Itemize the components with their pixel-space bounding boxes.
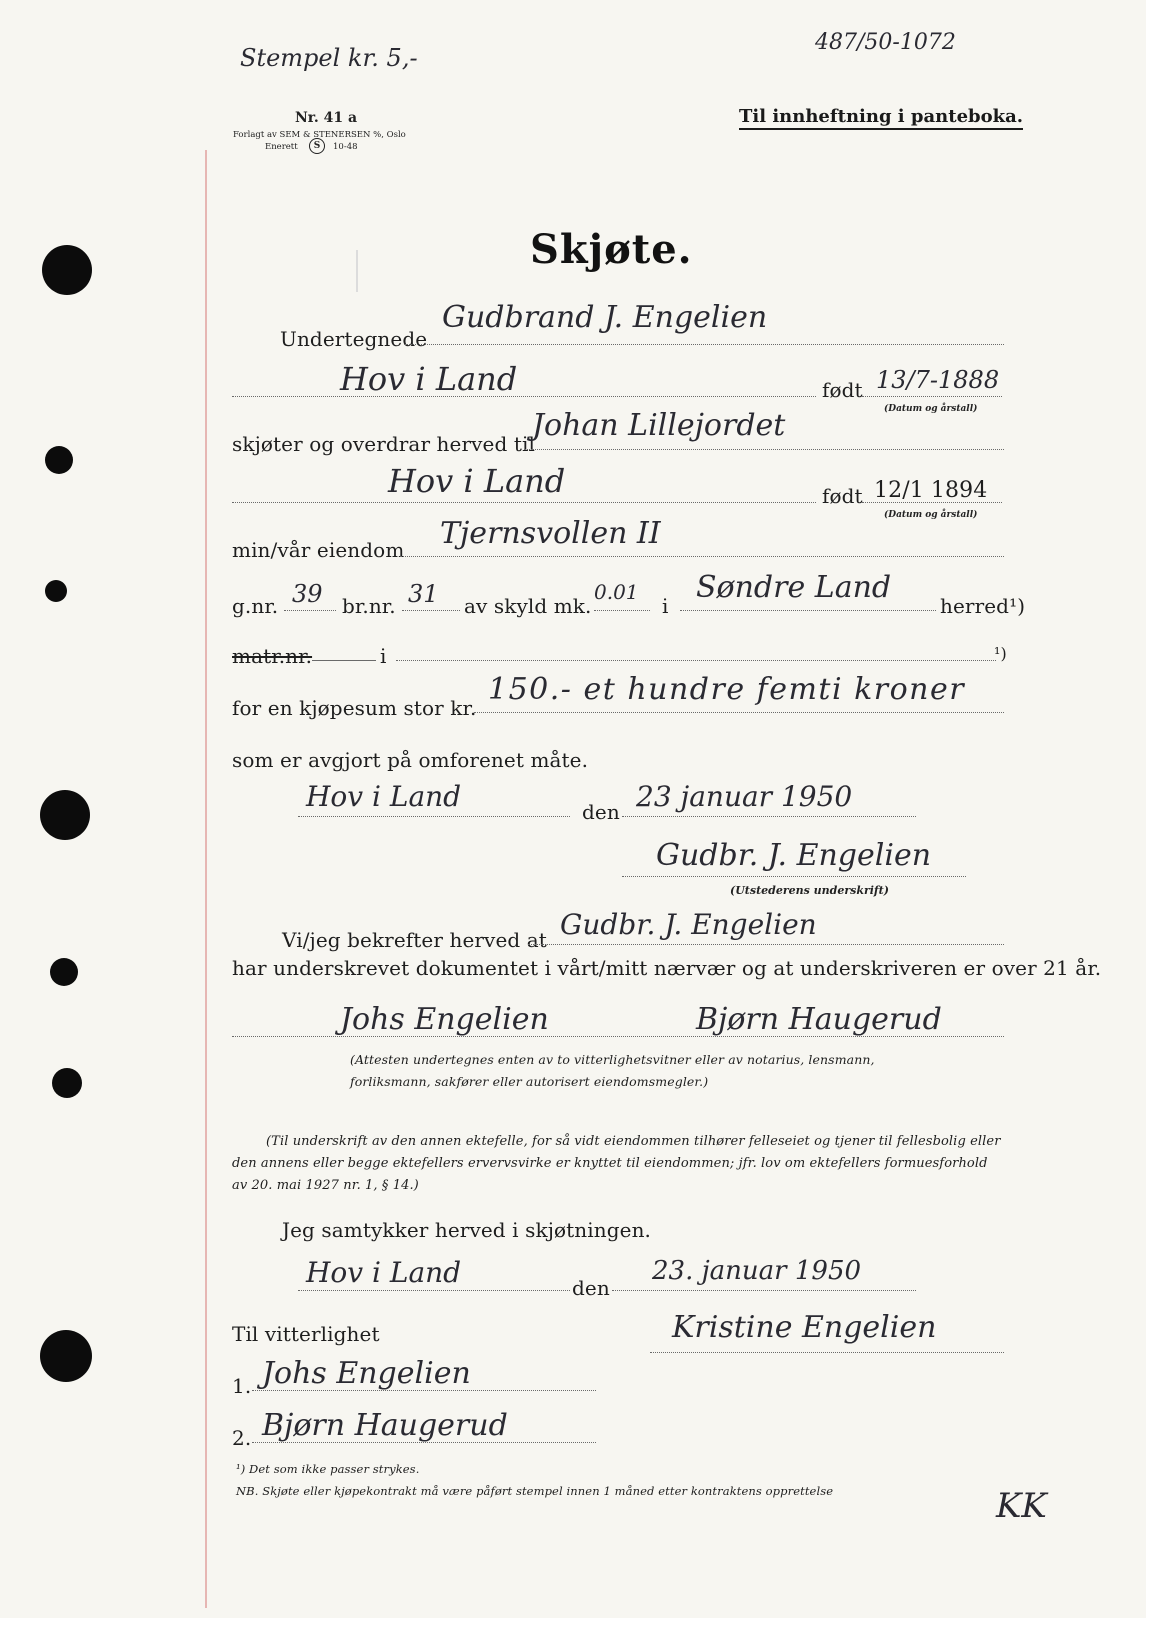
spouse-note-line-2: den annens eller begge ektefellers ervervsvirke er knyttet til eiendommen; jfr. lov om ektefellers formuesforhold bbox=[232, 1156, 988, 1171]
vitterlighet-label: Til vitterlighet bbox=[232, 1322, 380, 1346]
dotted-line bbox=[298, 1290, 570, 1291]
attest-note-line-2: forliksmann, sakfører eller autorisert eiendomsmegler.) bbox=[350, 1074, 709, 1089]
spouse-note-line-1: (Til underskrift av den annen ektefelle, for så vidt eiendommen tilhører felleseiet og tjener til fellesbolig eller bbox=[266, 1134, 1001, 1149]
bekrefter-label: Vi/jeg bekrefter herved at bbox=[282, 928, 547, 952]
witness-1-signature: Johs Engelien bbox=[340, 1002, 549, 1037]
signing-place: Hov i Land bbox=[306, 780, 462, 813]
buyer-address: Hov i Land bbox=[388, 462, 566, 500]
document-title: Skjøte. bbox=[530, 226, 693, 273]
brnr-value: 31 bbox=[408, 580, 439, 608]
edition-label: 10-48 bbox=[333, 142, 358, 152]
date-caption: (Datum og årstall) bbox=[884, 510, 978, 520]
consent-place: Hov i Land bbox=[306, 1256, 462, 1289]
publisher-logo: S bbox=[309, 138, 325, 154]
herred-value: Søndre Land bbox=[696, 570, 892, 605]
gnr-label: g.nr. bbox=[232, 594, 279, 618]
herred-label: herred¹) bbox=[940, 594, 1026, 618]
den-label-2: den bbox=[572, 1276, 610, 1300]
dotted-line bbox=[298, 816, 570, 817]
signing-date: 23 januar 1950 bbox=[636, 780, 853, 813]
issuer-signature: Gudbr. J. Engelien bbox=[656, 838, 932, 873]
punch-hole bbox=[42, 245, 92, 295]
buyer-birth-date: 12/1 1894 bbox=[874, 478, 988, 503]
brnr-label: br.nr. bbox=[342, 594, 396, 618]
consent-date: 23. januar 1950 bbox=[652, 1256, 862, 1286]
signature-caption: (Utstederens underskrift) bbox=[730, 884, 889, 897]
publisher-line: Forlagt av SEM & STENERSEN %, Oslo bbox=[233, 130, 406, 140]
punch-hole bbox=[45, 446, 73, 474]
dotted-line bbox=[284, 610, 336, 611]
header-note: Til innheftning i panteboka. bbox=[739, 106, 1023, 130]
kjopesum-value: 150.- et hundre femti kroner bbox=[488, 672, 966, 707]
witness-1-number: 1. bbox=[232, 1374, 252, 1398]
dotted-line bbox=[594, 610, 650, 611]
punch-hole bbox=[52, 1068, 82, 1098]
confirmed-signer: Gudbr. J. Engelien bbox=[560, 908, 817, 941]
footnote-2: NB. Skjøte eller kjøpekontrakt må være påført stempel innen 1 måned etter kontraktens opprettelse bbox=[236, 1484, 834, 1498]
witness-2-number: 2. bbox=[232, 1426, 252, 1450]
date-caption: (Datum og årstall) bbox=[884, 404, 978, 414]
skyld-label: av skyld mk. bbox=[464, 594, 592, 618]
stamp-note: Stempel kr. 5,- bbox=[240, 44, 418, 72]
dotted-line bbox=[312, 660, 376, 661]
dotted-line bbox=[650, 1352, 1004, 1353]
witness-2-signature: Bjørn Haugerud bbox=[696, 1002, 942, 1037]
undertegnede-label: Undertegnede bbox=[280, 327, 428, 351]
dotted-line bbox=[404, 344, 1004, 345]
fodt-label: født bbox=[822, 378, 863, 402]
buyer-name: Johan Lillejordet bbox=[532, 408, 786, 443]
dotted-line bbox=[862, 396, 1002, 397]
spouse-note-line-3: av 20. mai 1927 nr. 1, § 14.) bbox=[232, 1178, 419, 1193]
footnote-1: ¹) Det som ikke passer strykes. bbox=[236, 1462, 420, 1476]
matrnr-i: i bbox=[380, 644, 387, 668]
i-label: i bbox=[662, 594, 669, 618]
seller-address: Hov i Land bbox=[340, 360, 518, 398]
initials: KK bbox=[996, 1486, 1047, 1526]
dotted-line bbox=[396, 660, 996, 661]
dotted-line bbox=[622, 876, 966, 877]
consent-text: Jeg samtykker herved i skjøtningen. bbox=[282, 1218, 652, 1242]
consent-witness-2: Bjørn Haugerud bbox=[262, 1408, 508, 1443]
eiendom-label: min/vår eiendom bbox=[232, 538, 405, 562]
form-number: Nr. 41 a bbox=[295, 110, 358, 126]
reference-number: 487/50-1072 bbox=[815, 30, 956, 55]
attest-note-line-1: (Attesten undertegnes enten av to vitterlighetsvitner eller av notarius, lensmann, bbox=[350, 1052, 875, 1067]
gnr-value: 39 bbox=[292, 580, 323, 608]
kjopesum-label: for en kjøpesum stor kr. bbox=[232, 696, 477, 720]
seller-name: Gudbrand J. Engelien bbox=[442, 300, 768, 335]
underskrevet-text: har underskrevet dokumentet i vårt/mitt nærvær og at underskriveren er over 21 år. bbox=[232, 956, 1102, 980]
punch-hole bbox=[45, 580, 67, 602]
seller-birth-date: 13/7-1888 bbox=[876, 366, 1000, 394]
dotted-line bbox=[232, 502, 816, 503]
dotted-line bbox=[232, 396, 816, 397]
dotted-line bbox=[524, 449, 1004, 450]
skjoter-label: skjøter og overdrar herved til bbox=[232, 432, 535, 456]
matrnr-note: ¹) bbox=[994, 644, 1007, 663]
dotted-line bbox=[474, 712, 1004, 713]
punch-hole bbox=[40, 790, 90, 840]
faint-mark bbox=[356, 250, 358, 292]
dotted-line bbox=[402, 610, 460, 611]
dotted-line bbox=[622, 816, 916, 817]
den-label: den bbox=[582, 800, 620, 824]
fodt-label: født bbox=[822, 484, 863, 508]
consent-witness-1: Johs Engelien bbox=[262, 1356, 471, 1391]
avgjort-text: som er avgjort på omforenet måte. bbox=[232, 748, 589, 772]
dotted-line bbox=[612, 1290, 916, 1291]
dotted-line bbox=[400, 556, 1004, 557]
dotted-line bbox=[528, 944, 1004, 945]
margin-line bbox=[205, 150, 207, 1608]
spouse-signature: Kristine Engelien bbox=[672, 1310, 937, 1345]
dotted-line bbox=[680, 610, 936, 611]
punch-hole bbox=[50, 958, 78, 986]
skyld-value: 0.01 bbox=[594, 580, 639, 604]
matrnr-label: matr.nr. bbox=[232, 644, 313, 668]
enerett-label: Enerett bbox=[265, 142, 298, 152]
punch-hole bbox=[40, 1330, 92, 1382]
property-name: Tjernsvollen II bbox=[440, 516, 661, 551]
